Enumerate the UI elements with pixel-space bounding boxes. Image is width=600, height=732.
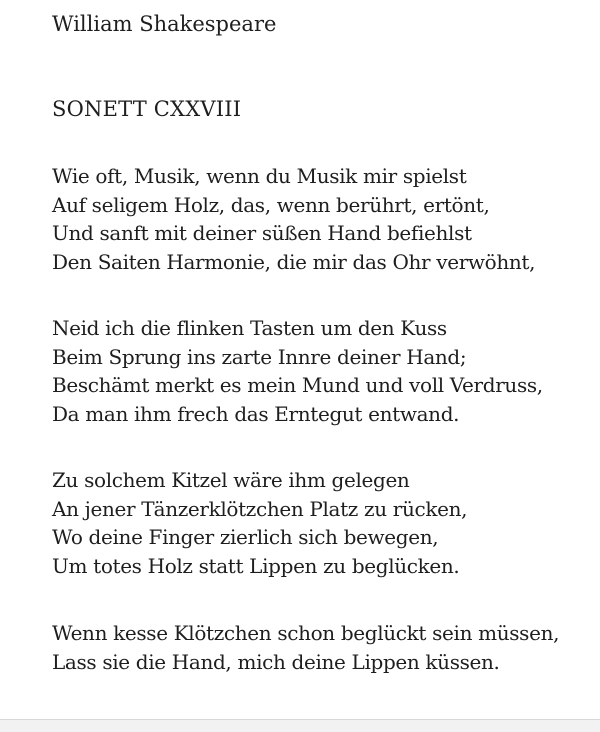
poem-line: Wenn kesse Klötzchen schon beglückt sein müssen, bbox=[52, 621, 560, 645]
poem-title: SONETT CXXVIII bbox=[52, 97, 242, 121]
poem-line: Zu solchem Kitzel wäre ihm gelegen bbox=[52, 468, 410, 492]
poem-line: An jener Tänzerklötzchen Platz zu rücken, bbox=[52, 496, 468, 521]
poem-line: Um totes Holz statt Lippen zu beglücken. bbox=[52, 553, 460, 578]
stanza-3 bbox=[52, 466, 592, 580]
poem-line: Da man ihm frech das Erntegut entwand. bbox=[52, 401, 460, 426]
bottom-scroll-bar bbox=[0, 719, 600, 732]
stanza-2 bbox=[52, 314, 592, 428]
stanza-4 bbox=[52, 619, 592, 676]
poem-line: Neid ich die flinken Tasten um den Kuss bbox=[52, 316, 447, 340]
poem-line: Lass sie die Hand, mich deine Lippen küssen. bbox=[52, 649, 500, 674]
poem-line: Beim Sprung ins zarte Innre deiner Hand; bbox=[52, 344, 467, 369]
poem-line: Wo deine Finger zierlich sich bewegen, bbox=[52, 525, 439, 549]
poem-line: Auf seligem Holz, das, wenn berührt, ertönt, bbox=[52, 192, 490, 217]
poem-line: Beschämt merkt es mein Mund und voll Verdruss, bbox=[52, 373, 543, 397]
poem-line: Und sanft mit deiner süßen Hand befiehlst bbox=[52, 221, 472, 245]
poem-page bbox=[52, 10, 592, 676]
poem-line: Wie oft, Musik, wenn du Musik mir spielst bbox=[52, 164, 467, 188]
stanza-1 bbox=[52, 162, 592, 276]
poem-author: William Shakespeare bbox=[52, 12, 277, 36]
poem-line: Den Saiten Harmonie, die mir das Ohr verwöhnt, bbox=[52, 249, 536, 274]
